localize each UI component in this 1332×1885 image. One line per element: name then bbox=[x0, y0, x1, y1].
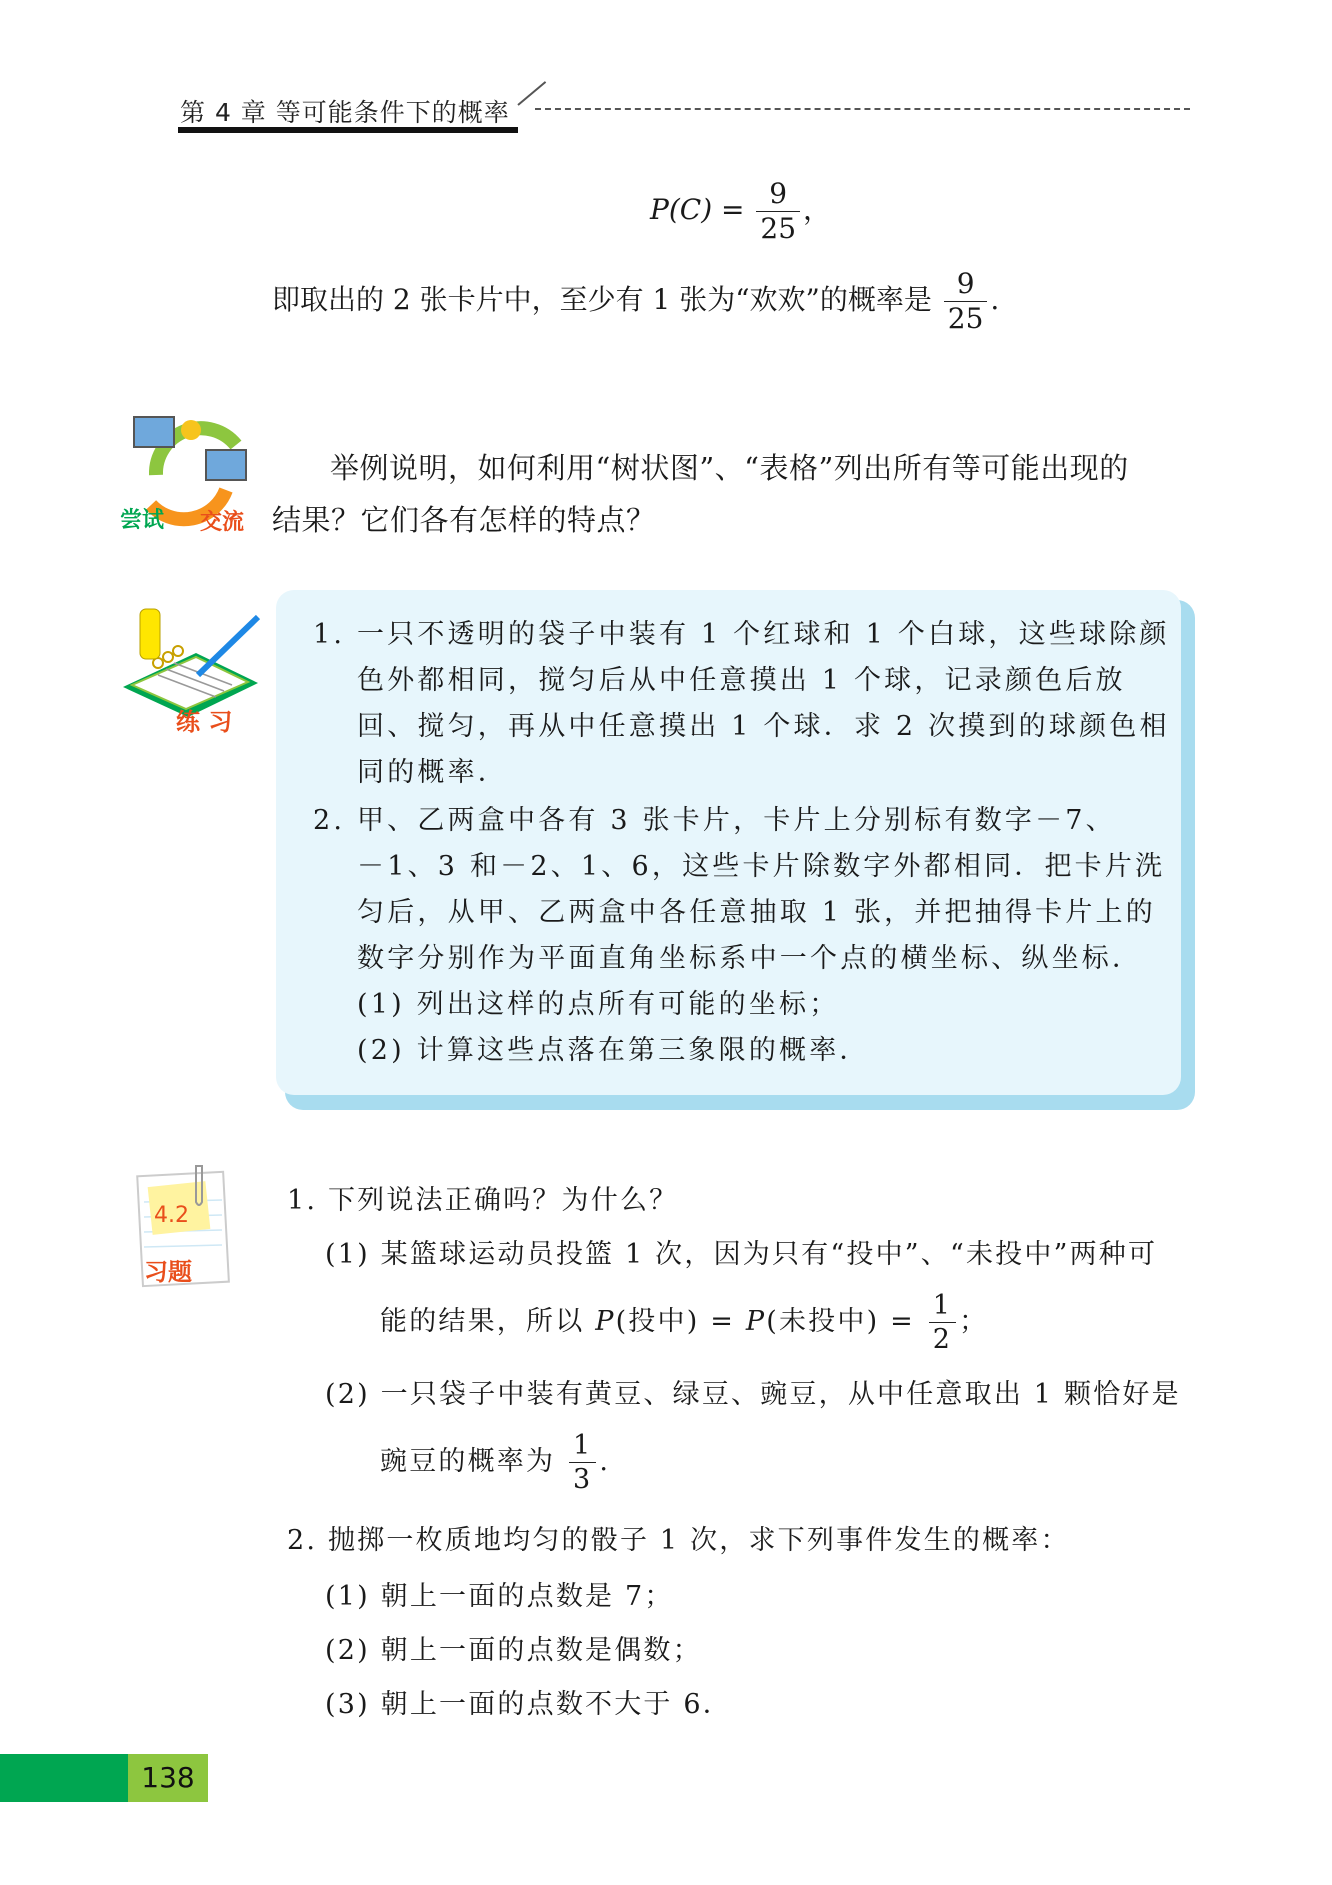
fraction-denominator: 25 bbox=[944, 301, 988, 333]
exercise-note-icon bbox=[132, 1162, 232, 1302]
page-number: 138 bbox=[141, 1761, 195, 1794]
practice-line: 数字分别作为平面直角坐标系中一个点的横坐标、纵坐标． bbox=[357, 943, 1143, 974]
exercise-q1-2a: (2) 一只袋子中装有黄豆、绿豆、豌豆，从中任意取出 1 颗恰好是 bbox=[325, 1379, 1181, 1410]
try-text-line-2: 结果？它们各有怎样的特点？ bbox=[272, 503, 656, 537]
math-p: P bbox=[745, 1306, 767, 1337]
try-text-line-1: 举例说明，如何利用“树状图”、“表格”列出所有等可能出现的 bbox=[330, 451, 1129, 485]
exercise-q1: 1. 下列说法正确吗？为什么？ bbox=[287, 1185, 679, 1216]
exercise-q1-1b bbox=[380, 1292, 988, 1353]
formula-lhs: P(C) = bbox=[650, 193, 745, 226]
practice-line: 1. 一只不透明的袋子中装有 1 个红球和 1 个白球，这些球除颜 bbox=[313, 619, 1170, 650]
practice-line: 2. 甲、乙两盒中各有 3 张卡片，卡片上分别标有数字－7、 bbox=[313, 805, 1116, 836]
third-fraction bbox=[569, 1432, 596, 1493]
text-span: (未投中) = bbox=[766, 1306, 915, 1337]
formula-tail: ， bbox=[803, 193, 832, 226]
text-span: 豌豆的概率为 bbox=[380, 1446, 556, 1477]
conclusion-text: 即取出的 2 张卡片中，至少有 1 张为“欢欢”的概率是 bbox=[272, 283, 932, 316]
exercise-q2-2: (2) 朝上一面的点数是偶数； bbox=[325, 1635, 702, 1666]
text-span: 能的结果，所以 bbox=[380, 1306, 585, 1337]
half-fraction bbox=[929, 1292, 956, 1353]
text-span: . bbox=[599, 1446, 611, 1477]
try-label: 尝试 bbox=[120, 508, 165, 533]
exercise-q1-1a: (1) 某篮球运动员投篮 1 次，因为只有“投中”、“未投中”两种可 bbox=[325, 1239, 1158, 1270]
exercise-q2: 2. 抛掷一枚质地均匀的骰子 1 次，求下列事件发生的概率： bbox=[287, 1525, 1070, 1556]
exercise-q2-3: (3) 朝上一面的点数不大于 6． bbox=[325, 1689, 732, 1720]
header-slash bbox=[517, 81, 546, 106]
fraction-numerator: 1 bbox=[573, 1430, 593, 1461]
footer-green-bar bbox=[0, 1754, 128, 1802]
fraction-numerator: 9 bbox=[769, 177, 788, 210]
notebook-pencil-icon bbox=[118, 605, 268, 735]
fraction-denominator: 3 bbox=[569, 1462, 596, 1493]
exchange-label: 交流 bbox=[200, 510, 245, 535]
fraction-numerator: 1 bbox=[932, 1290, 953, 1321]
probability-formula bbox=[650, 177, 832, 245]
header-dashed-rule bbox=[535, 108, 1190, 110]
exercise-q2-1: (1) 朝上一面的点数是 7； bbox=[325, 1581, 674, 1612]
formula-fraction bbox=[756, 177, 800, 245]
conclusion-fraction bbox=[944, 267, 988, 335]
exercise-label: 习题 bbox=[144, 1258, 192, 1286]
practice-label: 练 习 bbox=[176, 708, 233, 735]
text-span: ； bbox=[959, 1306, 989, 1337]
practice-line: (1) 列出这样的点所有可能的坐标； bbox=[357, 989, 840, 1020]
practice-line: 匀后，从甲、乙两盒中各任意抽取 1 张，并把抽得卡片上的 bbox=[357, 897, 1156, 928]
practice-line: 同的概率． bbox=[357, 757, 508, 788]
practice-line: 回、搅匀，再从中任意摸出 1 个球．求 2 次摸到的球颜色相 bbox=[357, 711, 1170, 742]
practice-line: (2) 计算这些点落在第三象限的概率． bbox=[357, 1035, 870, 1066]
math-p: P bbox=[595, 1306, 616, 1337]
exercise-q1-2b bbox=[380, 1432, 610, 1493]
practice-line: 色外都相同，搅匀后从中任意摸出 1 个球，记录颜色后放 bbox=[357, 665, 1126, 696]
conclusion-sentence bbox=[272, 267, 1000, 335]
header-underline bbox=[178, 127, 518, 133]
chapter-title: 第 4 章 等可能条件下的概率 bbox=[180, 98, 510, 127]
conclusion-tail: . bbox=[990, 283, 1000, 316]
try-exchange-icon bbox=[116, 405, 266, 535]
exercise-number: 4.2 bbox=[154, 1203, 189, 1228]
fraction-denominator: 2 bbox=[929, 1322, 956, 1353]
fraction-numerator: 9 bbox=[956, 267, 975, 300]
fraction-denominator: 25 bbox=[756, 211, 800, 243]
practice-line: －1、3 和－2、1、6，这些卡片除数字外都相同．把卡片洗 bbox=[357, 851, 1166, 882]
text-span: (投中) = bbox=[615, 1306, 736, 1337]
